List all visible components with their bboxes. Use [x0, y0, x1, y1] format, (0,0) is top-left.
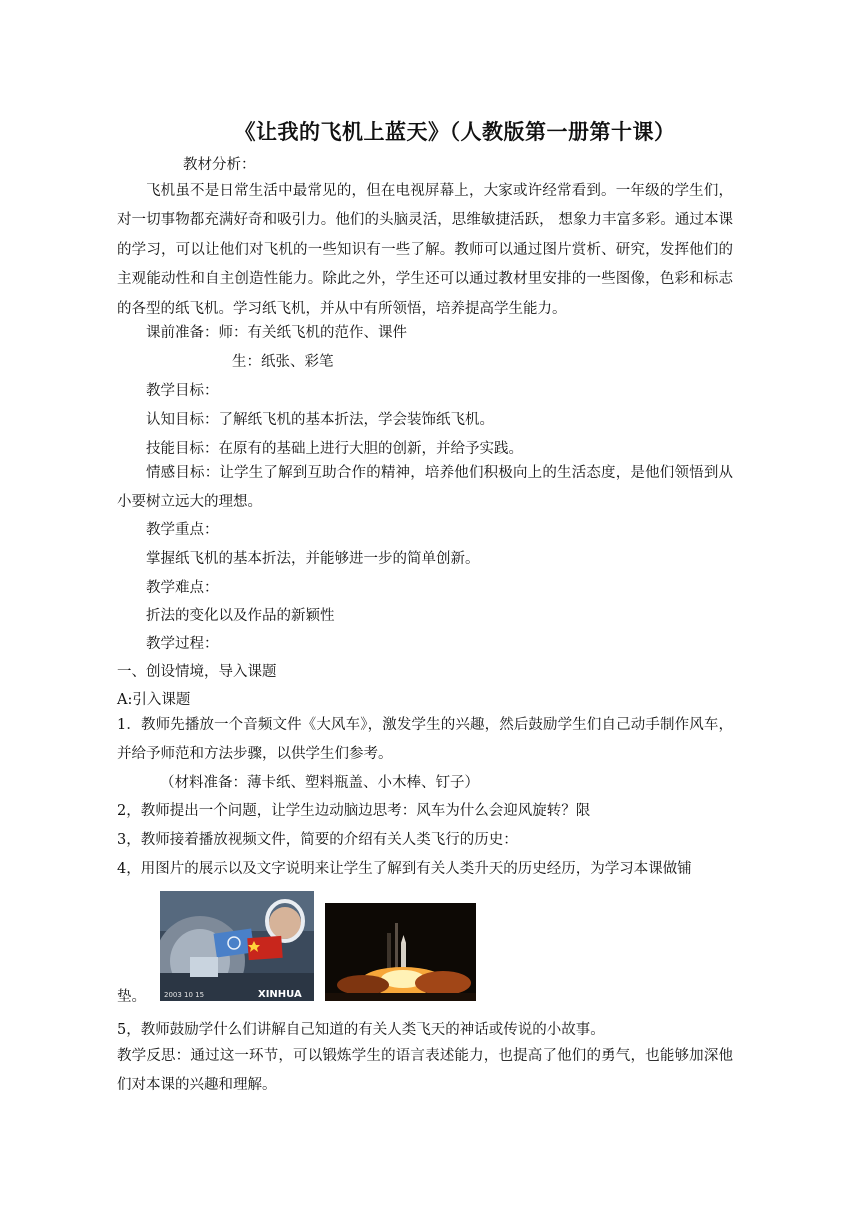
- materials-note: （材料准备：薄卡纸、塑料瓶盖、小木棒、钉子）: [160, 775, 479, 791]
- key-heading: 教学重点：: [146, 522, 219, 538]
- step-2: 2，教师提出一个问题，让学生边动脑边思考：风车为什么会迎风旋转？限: [117, 803, 591, 819]
- material-paragraph: 飞机虽不是日常生活中最常见的，但在电视屏幕上，大家或许经常看到。一年级的学生们，对一切事物都充满好奇和吸引力。他们的头脑灵活，思维敏捷活跃， 想象力丰富多彩。通过本课的学习，可以让他们对飞机的一些知识有一些了解。教师可以通过图片赏析、研究，发挥他们的主观能动性和自主创造性能力。除此之外，学生还可以通过教材里安排的一些图像，色彩和标志的各型的纸飞机。学习纸飞机，并从中有所领悟，培养提高学生能力。: [117, 183, 733, 317]
- goal-skill: 技能目标：在原有的基础上进行大胆的创新，并给予实践。: [146, 441, 523, 457]
- goal-cognitive: 认知目标：了解纸飞机的基本折法，学会装饰纸飞机。: [146, 412, 494, 428]
- step-3: 3，教师接着播放视频文件，简要的介绍有关人类飞行的历史：: [117, 832, 518, 848]
- reflection-paragraph: 教学反思：通过这一环节，可以锻炼学生的语言表述能力，也提高了他们的勇气，也能够加深他们对本课的兴趣和理解。: [117, 1048, 733, 1094]
- astronaut-photo: [160, 891, 314, 1001]
- rocket-launch-photo: [325, 903, 476, 1001]
- prep-teacher: 课前准备：师：有关纸飞机的范作、课件: [146, 325, 407, 341]
- step-1: 1．教师先播放一个音频文件《大风车》，激发学生的兴趣，然后鼓励学生们自己动手制作风车，并给予师范和方法步骤，以供学生们参考。: [117, 717, 733, 763]
- sub-heading-a: A:引入课题: [117, 692, 191, 708]
- photo-logo: XINHUA: [258, 989, 302, 1000]
- step-4-end: 垫。: [117, 989, 146, 1005]
- prep-student: 生：纸张、彩笔: [232, 354, 334, 370]
- key-text: 掌握纸飞机的基本折法，并能够进一步的简单创新。: [146, 551, 480, 567]
- process-heading: 教学过程：: [146, 636, 219, 652]
- goal-emotion: 情感目标：让学生了解到互助合作的精神，培养他们积极向上的生活态度，是他们领悟到从小要树立远大的理想。: [117, 465, 733, 511]
- material-heading: 教材分析：: [183, 157, 256, 173]
- photo-date-stamp: 2003 10 15: [164, 991, 205, 999]
- goals-heading: 教学目标：: [146, 383, 219, 399]
- difficulty-text: 折法的变化以及作品的新颖性: [146, 608, 335, 624]
- document-title: 《让我的飞机上蓝天》（人教版第一册第十课）: [234, 119, 676, 144]
- difficulty-heading: 教学难点：: [146, 580, 219, 596]
- step-4: 4，用图片的展示以及文字说明来让学生了解到有关人类升天的历史经历，为学习本课做铺: [117, 861, 692, 877]
- step-5: 5，教师鼓励学什么们讲解自己知道的有关人类飞天的神话或传说的小故事。: [117, 1022, 605, 1038]
- section-1-heading: 一、创设情境，导入课题: [117, 664, 277, 680]
